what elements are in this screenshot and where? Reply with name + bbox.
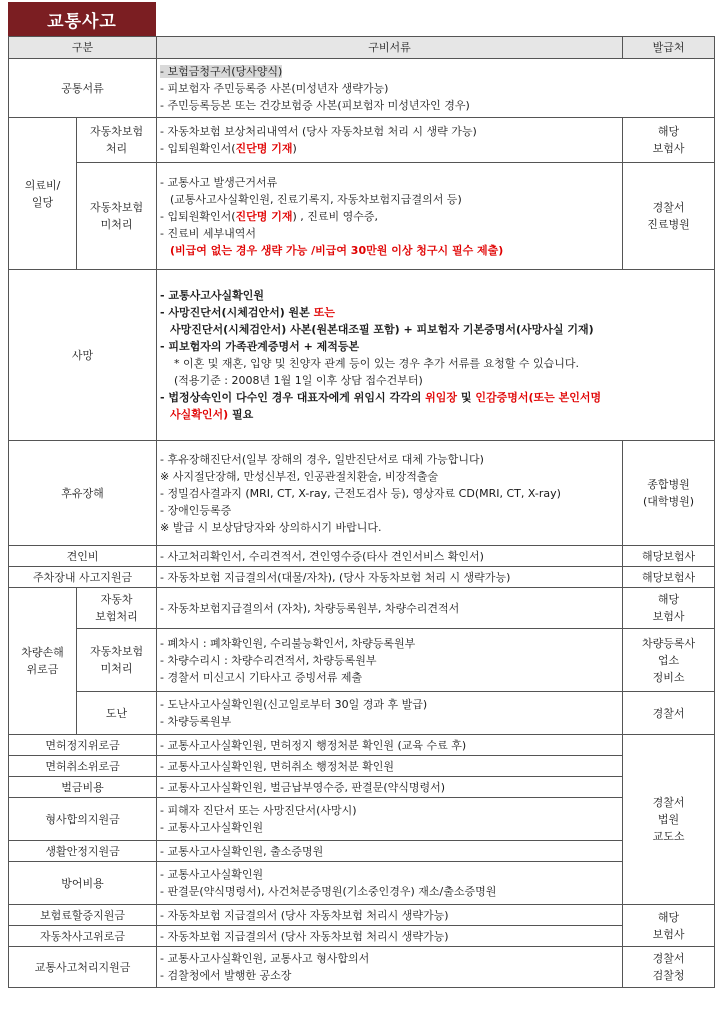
issuer-medical-processed: 해당 보험사 xyxy=(623,118,715,163)
table-row-premium xyxy=(9,905,715,926)
defense-documents: - 교통사고사실확인원 - 판결문(약식명령서), 사건처분증명원(기소중인경우) 재소/출소증명원 xyxy=(157,862,623,905)
subcategory-vehicle-processed: 자동차 보험처리 xyxy=(77,588,157,629)
table-row-towing xyxy=(9,546,715,567)
category-vehicle: 차량손해 위로금 xyxy=(9,588,77,735)
medical-processed-documents: - 자동차보험 보상처리내역서 (당사 자동차보험 처리 시 생략 가능) - 입퇴원확인서(진단명 기재) xyxy=(157,118,623,163)
table-row-settlement xyxy=(9,798,715,841)
category-common: 공통서류 xyxy=(9,59,157,118)
doc-line: - 교통사고사실확인원, 면허정지 행정처분 확인원 (교육 수료 후) xyxy=(157,735,623,756)
doc-line: - 교통사고사실확인원, 출소증명원 xyxy=(157,841,623,862)
disability-documents: - 후유장해진단서(일부 장해의 경우, 일반진단서로 대체 가능합니다) ※ 사지절단장해, 만성신부전, 인공관절치환술, 비장적출술 - 정밀검사결과지 (MRI, CT, X-ray, 근전도검사 등), 영상자료 CD(MRI, CT, X-ray) - 장애인등록증 ※ 발급 시 보상담당자와 상의하시기 바랍니다. xyxy=(157,441,623,546)
table-row-vehicle-unprocessed xyxy=(9,629,715,692)
subcategory-insurance-processed: 자동차보험 처리 xyxy=(77,118,157,163)
doc-line: - 자동차보험 지급결의서(대물/자차), (당사 자동차보험 처리 시 생략가능) xyxy=(157,567,623,588)
category-living: 생활안정지원금 xyxy=(9,841,157,862)
table-row-common xyxy=(9,59,715,118)
category-medical: 의료비/ 일당 xyxy=(9,118,77,270)
common-documents xyxy=(157,59,715,118)
category-license-suspension: 면허정지위로금 xyxy=(9,735,157,756)
issuer-insurer: 해당 보험사 xyxy=(623,905,715,947)
issuer-towing: 해당보험사 xyxy=(623,546,715,567)
category-towing: 견인비 xyxy=(9,546,157,567)
header-category: 구분 xyxy=(9,37,157,59)
diagnosis-note: 진단명 기재 xyxy=(235,142,293,155)
diagnosis-note: 진단명 기재 xyxy=(235,209,293,223)
category-consolation: 자동차사고위로금 xyxy=(9,926,157,947)
category-death: 사망 xyxy=(9,270,157,441)
theft-documents: - 도난사고사실확인원(신고일로부터 30일 경과 후 발급) - 차량등록원부 xyxy=(157,692,623,735)
table-row-vehicle-processed xyxy=(9,588,715,629)
category-fine: 벌금비용 xyxy=(9,777,157,798)
death-documents: - 교통사고사실확인원 - 사망진단서(시체검안서) 원본 또는 사망진단서(시체검안서) 사본(원본대조필 포함) + 피보험자 기본증명서(사망사실 기재) - 피보험자의 가족관계증명서 + 제적등본 * 이혼 및 재혼, 입양 및 친양자 관계 등이 있는 경우 추가 서류를 요청할 수 있습니다. (적용기준 : 2008년 1월 1일 이후 상담 접수건부터) - 법정상속인이 다수인 경우 대표자에게 위임시 각각의 위임장 및 인감증명서(또는 본인서명 사실확인서) 필요 xyxy=(157,270,715,441)
category-parking: 주차장내 사고지원금 xyxy=(9,567,157,588)
header-issuer: 발급처 xyxy=(623,37,715,59)
issuer-police-court-prison: 경찰서 법원 교도소 xyxy=(623,735,715,905)
table-row-defense xyxy=(9,862,715,905)
issuer-medical-unprocessed: 경찰서 진료병원 xyxy=(623,163,715,270)
doc-line: - 피보험자 주민등록증 사본(미성년자 생략가능) xyxy=(160,81,389,95)
non-covered-note: (비급여 없는 경우 생략 가능 /비급여 30만원 이상 청구시 필수 제출) xyxy=(170,243,504,257)
table-row-fine xyxy=(9,777,715,798)
doc-line: - 교통사고사실확인원, 벌금납부영수증, 판결문(약식명령서) xyxy=(157,777,623,798)
page-title: 교통사고 xyxy=(8,2,156,36)
category-accident-support: 교통사고처리지원금 xyxy=(9,947,157,988)
issuer-disability: 종합병원 (대학병원) xyxy=(623,441,715,546)
table-row-death xyxy=(9,270,715,441)
documents-table xyxy=(8,36,715,988)
subcategory-vehicle-unprocessed: 자동차보험 미처리 xyxy=(77,629,157,692)
table-row-accident-support xyxy=(9,947,715,988)
table-row-disability xyxy=(9,441,715,546)
power-of-attorney: 위임장 xyxy=(425,391,458,404)
doc-line: - 교통사고사실확인원, 면허취소 행정처분 확인원 xyxy=(157,756,623,777)
doc-line: - 주민등록등본 또는 건강보험증 사본(피보험자 미성년자인 경우) xyxy=(160,98,470,112)
doc-line: - 자동차보험지급결의서 (자차), 차량등록원부, 차량수리견적서 xyxy=(157,588,623,629)
accident-support-documents: - 교통사고사실확인원, 교통사고 형사합의서 - 검찰청에서 발행한 공소장 xyxy=(157,947,623,988)
settlement-documents: - 피해자 진단서 또는 사망진단서(사망시) - 교통사고사실확인원 xyxy=(157,798,623,841)
header-documents: 구비서류 xyxy=(157,37,623,59)
table-row-medical-unprocessed xyxy=(9,163,715,270)
category-defense: 방어비용 xyxy=(9,862,157,905)
table-row-vehicle-theft xyxy=(9,692,715,735)
doc-line: - 자동차보험 지급결의서 (당사 자동차보험 처리시 생략가능) xyxy=(157,926,623,947)
issuer-vehicle-unprocessed: 차량등록사 업소 정비소 xyxy=(623,629,715,692)
issuer-theft: 경찰서 xyxy=(623,692,715,735)
category-disability: 후유장해 xyxy=(9,441,157,546)
table-row-parking xyxy=(9,567,715,588)
subcategory-insurance-unprocessed: 자동차보험 미처리 xyxy=(77,163,157,270)
table-row-consolation xyxy=(9,926,715,947)
vehicle-unprocessed-documents: - 폐차시 : 폐차확인원, 수리불능확인서, 차량등록원부 - 차량수리시 : 차량수리견적서, 차량등록원부 - 경찰서 미신고시 기타사고 증빙서류 제출 xyxy=(157,629,623,692)
claim-form-line: - 보험금청구서(당사양식) xyxy=(160,64,283,78)
table-row-license-cancel xyxy=(9,756,715,777)
seal-certificate: 인감증명서(또는 본인서명 xyxy=(475,391,602,404)
table-row-license-suspension xyxy=(9,735,715,756)
doc-line: - 사고처리확인서, 수리견적서, 견인영수증(타사 견인서비스 확인서) xyxy=(157,546,623,567)
doc-line: - 자동차보험 지급결의서 (당사 자동차보험 처리시 생략가능) xyxy=(157,905,623,926)
category-license-cancel: 면허취소위로금 xyxy=(9,756,157,777)
table-row-living xyxy=(9,841,715,862)
category-premium: 보험료할증지원금 xyxy=(9,905,157,926)
issuer-vehicle-processed: 해당 보험사 xyxy=(623,588,715,629)
issuer-accident-support: 경찰서 검찰청 xyxy=(623,947,715,988)
medical-unprocessed-documents: - 교통사고 발생근거서류 (교통사고사실확인원, 진료기록지, 자동차보험지급결의서 등) - 입퇴원확인서(진단명 기재) , 진료비 영수증, - 진료비 세부내역서 (비급여 없는 경우 생략 가능 /비급여 30만원 이상 청구시 필수 제출) xyxy=(157,163,623,270)
table-row-medical-processed xyxy=(9,118,715,163)
issuer-parking: 해당보험사 xyxy=(623,567,715,588)
subcategory-theft: 도난 xyxy=(77,692,157,735)
category-settlement: 형사합의지원금 xyxy=(9,798,157,841)
